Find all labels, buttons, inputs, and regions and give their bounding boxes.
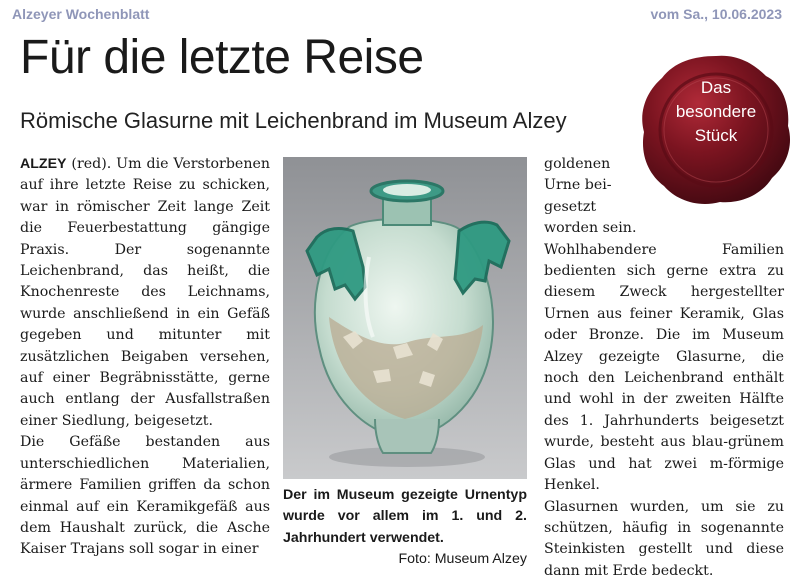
badge-line: Stück	[694, 126, 738, 145]
caption-text: Der im Museum gezeigte Urnentyp wurde vor allem im 1. und 2. Jahrhundert verwendet.	[283, 487, 527, 546]
glass-urn-photo	[283, 157, 527, 479]
subheadline: Römische Glasurne mit Leichenbrand im Museum Alzey	[20, 108, 567, 133]
masthead	[12, 6, 782, 26]
article-column-3	[544, 154, 784, 582]
headline: Für die letzte Reise	[20, 31, 424, 84]
lead-text: (red). Um die Verstorbenen auf ihre letzte Reise zu schicken, war in römischer Zeit lange Zeit die Feuerbestattung gängige Praxis. Der sogenannte Leichenbrand, das heißt, die Knochenreste des Leichnams, wurde anschließend in ein Gefäß gegeben und mitunter mit zusätzlichen Beigaben versehen, auf einer Begräbnisstätte, gerne auch entlang der Ausfallstraßen einer Siedlung, beigesetzt.	[20, 156, 270, 429]
paragraph	[20, 154, 270, 432]
paragraph: Die Gefäße bestanden aus unterschiedlichen Materialien, ärmere Familien griffen da schon einmal auf ein Keramikgefäß aus dem Haushalt zurück, die Asche Kaiser Trajans soll sogar in einer	[20, 434, 270, 558]
badge-text	[636, 76, 796, 148]
newspaper-name: Alzeyer Wochenblatt	[12, 6, 150, 22]
photo-credit: Foto: Museum Alzey	[398, 551, 527, 568]
photo-caption	[283, 485, 527, 571]
wrap-line: Urne bei-	[544, 177, 612, 194]
paragraph: Glasurnen wurden, um sie zu schützen, häufig in sogenannte Steinkisten gestellt und diese dann mit Erde bedeckt.	[544, 498, 784, 579]
wrap-line: gesetzt	[544, 198, 597, 215]
paragraph: Wohlhabendere Familien bedienten sich gerne extra zu diesem Zweck hergestellter Urnen aus feiner Keramik, Glas oder Bronze. Die im Museum Alzey gezeigte Glasurne, die noch den Leichenbrand enthält und wohl in der zweiten Hälfte des 1. Jahrhunderts beigesetzt wurde, besteht aus blau-grünem Glas und hat zwei m-förmige Henkel.	[544, 241, 784, 494]
badge-line: besondere	[675, 102, 757, 121]
issue-date: vom Sa., 10.06.2023	[650, 6, 782, 22]
article-column-1	[20, 154, 270, 561]
badge-line: Das	[700, 78, 732, 97]
paragraph-end: worden sein.	[544, 220, 637, 237]
dateline: ALZEY	[20, 156, 67, 172]
wrap-line: goldenen	[544, 156, 611, 172]
